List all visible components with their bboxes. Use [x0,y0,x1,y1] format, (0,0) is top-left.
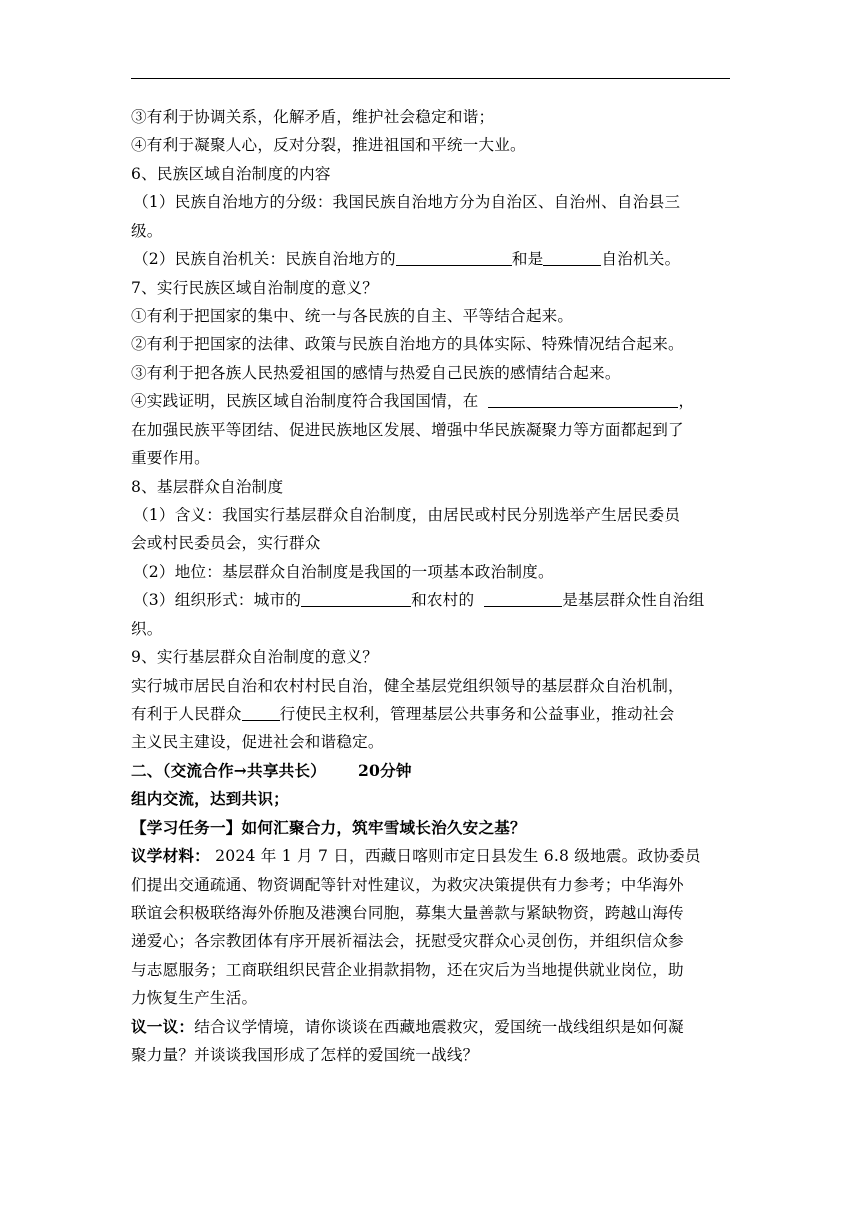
learning-task-one-title: 【学习任务一】如何汇聚合力，筑牢雪域长治久安之基？ [131,818,526,837]
text-line-with-blank [131,703,674,725]
part-two-title: 二、（交流合作→共享共长） [131,761,326,780]
header-rule [131,78,730,79]
text-line: ③有利于协调关系，化解矛盾，维护社会稳定和谐； [131,108,495,126]
text-line: （1）含义：我国实行基层群众自治制度，由居民或村民分别选举产生居民委员 [133,506,681,524]
text-line-with-blanks [133,248,680,270]
fill-blank[interactable] [484,590,562,607]
fill-blank[interactable] [242,704,280,721]
text-line: ④有利于凝聚人心，反对分裂，推进祖国和平统一大业。 [131,136,526,154]
text-line: 主义民主建设，促进社会和谐稳定。 [131,733,384,751]
text-line: 实行城市居民自治和农村村民自治，健全基层党组织领导的基层群众自治机制， [131,677,684,695]
section-heading-8: 8、基层群众自治制度 [131,478,284,496]
text-line: 聚力量？并谈谈我国形成了怎样的爱国统一战线？ [131,1046,479,1064]
text-segment: 结合议学情境，请你谈谈在西藏地震救灾，爱国统一战线组织是如何凝 [194,1018,684,1036]
text-line: ①有利于把国家的集中、统一与各民族的自主、平等结合起来。 [131,307,574,325]
time-allotment: 20分钟 [358,761,412,780]
text-line: （2）地位：基层群众自治制度是我国的一项基本政治制度。 [133,563,554,581]
text-segment: 自治机关。 [601,250,681,268]
text-segment: ④实践证明，民族区域自治制度符合我国国情，在 [131,392,479,410]
text-line: 递爱心；各宗教团体有序开展祈福法会，抚慰受灾群众心灵创伤，并组织信众参 [131,932,684,950]
text-line: 联谊会积极联络海外侨胞及港澳台同胞，募集大量善款与紧缺物资，跨越山海传 [131,904,684,922]
text-line: ②有利于把国家的法律、政策与民族自治地方的具体实际、特殊情况结合起来。 [131,335,684,353]
discussion-material-line [131,845,701,867]
text-segment: 和是 [511,250,544,268]
text-segment: ， [678,392,695,410]
text-segment: 是基层群众性自治组 [562,591,705,609]
fill-blank[interactable] [488,391,678,408]
discussion-question-line [131,1016,684,1038]
fill-blank[interactable] [301,590,411,607]
text-line: 力恢复生产生活。 [131,989,258,1007]
text-segment: 和农村的 [411,591,475,609]
question-label: 议一议： [131,1017,195,1036]
part-two-heading [131,760,412,782]
section-heading-9: 9、实行基层群众自治制度的意义？ [131,648,379,666]
text-segment: 有利于人民群众 [131,705,242,723]
text-line: 与志愿服务；工商联组织民营企业捐款捐物，还在灾后为当地提供就业岗位，助 [131,961,684,979]
material-label: 议学材料： [131,846,210,865]
section-heading-6: 6、民族区域自治制度的内容 [131,165,331,183]
group-discussion-label: 组内交流，达到共识； [131,789,289,808]
section-heading-7: 7、实行民族区域自治制度的意义？ [131,279,379,297]
text-line: 会或村民委员会，实行群众 [131,534,321,552]
text-line: 织。 [131,620,163,638]
text-segment: （3）组织形式：城市的 [133,591,302,609]
fill-blank[interactable] [396,249,512,266]
text-line-with-blanks [133,589,704,611]
text-line-with-blank [131,390,694,412]
text-line: 在加强民族平等团结、促进民族地区发展、增强中华民族凝聚力等方面都起到了 [131,421,684,439]
text-line: ③有利于把各族人民热爱祖国的感情与热爱自己民族的感情结合起来。 [131,364,621,382]
text-segment: 行使民主权利，管理基层公共事务和公益事业，推动社会 [279,705,675,723]
text-line: （1）民族自治地方的分级：我国民族自治地方分为自治区、自治州、自治县三 [133,193,681,211]
text-segment: （2）民族自治机关：民族自治地方的 [133,250,396,268]
text-line: 们提出交通疏通、物资调配等针对性建议，为救灾决策提供有力参考；中华海外 [131,876,684,894]
text-segment: 2024 年 1 月 7 日，西藏日喀则市定日县发生 6.8 级地震。政协委员 [209,847,701,865]
text-line: 级。 [131,222,163,240]
fill-blank[interactable] [543,249,601,266]
text-line: 重要作用。 [131,449,210,467]
